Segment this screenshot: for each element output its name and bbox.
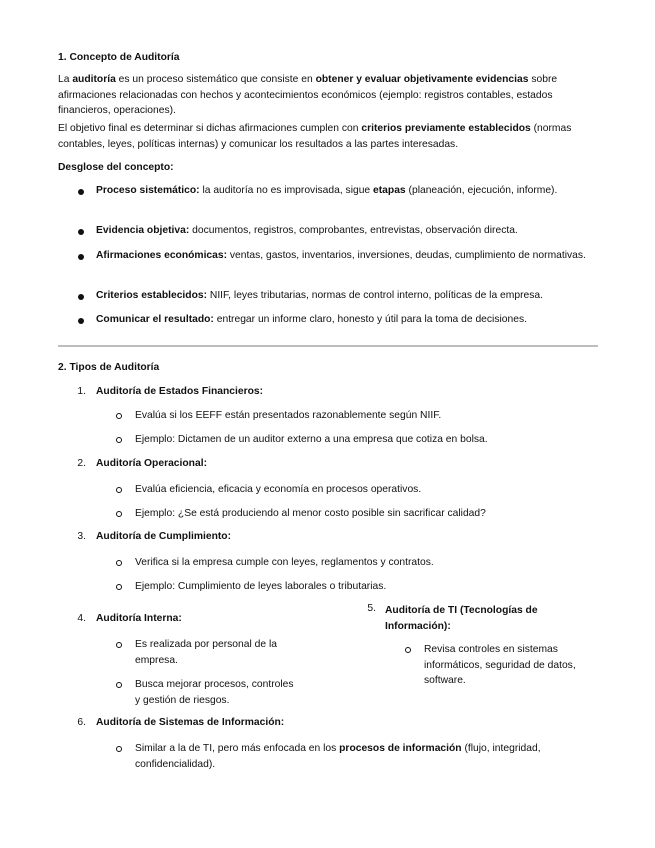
bullet-icon — [78, 294, 84, 300]
circle-bullet-icon — [116, 511, 122, 517]
list-item: Ejemplo: Dictamen de un auditor externo a una empresa que cotiza en bolsa. — [135, 434, 488, 445]
bullet-icon — [78, 229, 84, 235]
list-number: 6. — [77, 717, 86, 728]
circle-bullet-icon — [405, 647, 411, 653]
bullet-item-comunicar: Comunicar el resultado: entregar un informe claro, honesto y útil para la toma de decisiones. — [96, 314, 527, 325]
bullet-icon — [78, 189, 84, 195]
type-title-cumplimiento: Auditoría de Cumplimiento: — [96, 531, 232, 542]
list-number: 3. — [77, 531, 86, 542]
bullet-item-proceso: Proceso sistemático: la auditoría no es improvisada, sigue etapas (planeación, ejecución, informe). — [96, 185, 558, 196]
list-number: 1. — [77, 386, 86, 397]
list-item: Es realizada por personal de la empresa. — [135, 639, 277, 666]
circle-bullet-icon — [116, 487, 122, 493]
type-title-ti: Auditoría de TI (Tecnologías de Información): — [385, 605, 538, 632]
type-title-sistemas-informacion: Auditoría de Sistemas de Información: — [96, 717, 285, 728]
list-item: Verifica si la empresa cumple con leyes, reglamentos y contratos. — [135, 557, 434, 568]
bullet-item-criterios: Criterios establecidos: NIIF, leyes tributarias, normas de control interno, políticas de la empresa. — [96, 290, 543, 301]
list-item: Busca mejorar procesos, controles y gestión de riesgos. — [135, 679, 294, 706]
circle-bullet-icon — [116, 682, 122, 688]
circle-bullet-icon — [116, 413, 122, 419]
list-number: 2. — [77, 458, 86, 469]
bullet-icon — [78, 254, 84, 260]
list-item: Similar a la de TI, pero más enfocada en los procesos de información (flujo, integridad, confidencialidad). — [135, 743, 541, 770]
section-2-title: 2. Tipos de Auditoría — [58, 362, 160, 373]
list-item: Revisa controles en sistemas informáticos, seguridad de datos, software. — [424, 644, 576, 686]
list-item: Ejemplo: Cumplimiento de leyes laborales o tributarias. — [135, 581, 387, 592]
type-title-interna: Auditoría Interna: — [96, 613, 182, 624]
bullet-icon — [78, 318, 84, 324]
section-1-title: 1. Concepto de Auditoría — [58, 52, 180, 63]
circle-bullet-icon — [116, 584, 122, 590]
circle-bullet-icon — [116, 560, 122, 566]
bullet-item-afirmaciones: Afirmaciones económicas: ventas, gastos, inventarios, inversiones, deudas, cumplimiento de normativas. — [96, 250, 586, 261]
list-item: Evalúa eficiencia, eficacia y economía en procesos operativos. — [135, 484, 422, 495]
circle-bullet-icon — [116, 437, 122, 443]
type-title-estados-financieros: Auditoría de Estados Financieros: — [96, 386, 264, 397]
list-item: Ejemplo: ¿Se está produciendo al menor costo posible sin sacrificar calidad? — [135, 508, 486, 519]
bullet-item-evidencia: Evidencia objetiva: documentos, registros, comprobantes, entrevistas, observación directa. — [96, 225, 518, 236]
objective-paragraph: El objetivo final es determinar si dichas afirmaciones cumplen con criterios previamente establecidos (normas contables, leyes, políticas internas) y comunicar los resultados a las partes interesadas. — [58, 123, 572, 150]
circle-bullet-icon — [116, 746, 122, 752]
section-divider — [58, 345, 598, 347]
circle-bullet-icon — [116, 642, 122, 648]
type-title-operacional: Auditoría Operacional: — [96, 458, 207, 469]
intro-paragraph: La auditoría es un proceso sistemático que consiste en obtener y evaluar objetivamente evidencias sobre afirmaciones relacionadas con hechos y acontecimientos económicos (ejemplo: registros contables, estados financieros, operaciones). — [58, 74, 558, 116]
list-item: Evalúa si los EEFF están presentados razonablemente según NIIF. — [135, 410, 442, 421]
list-number: 4. — [77, 613, 86, 624]
list-number: 5. — [367, 603, 376, 614]
breakdown-title: Desglose del concepto: — [58, 162, 174, 173]
